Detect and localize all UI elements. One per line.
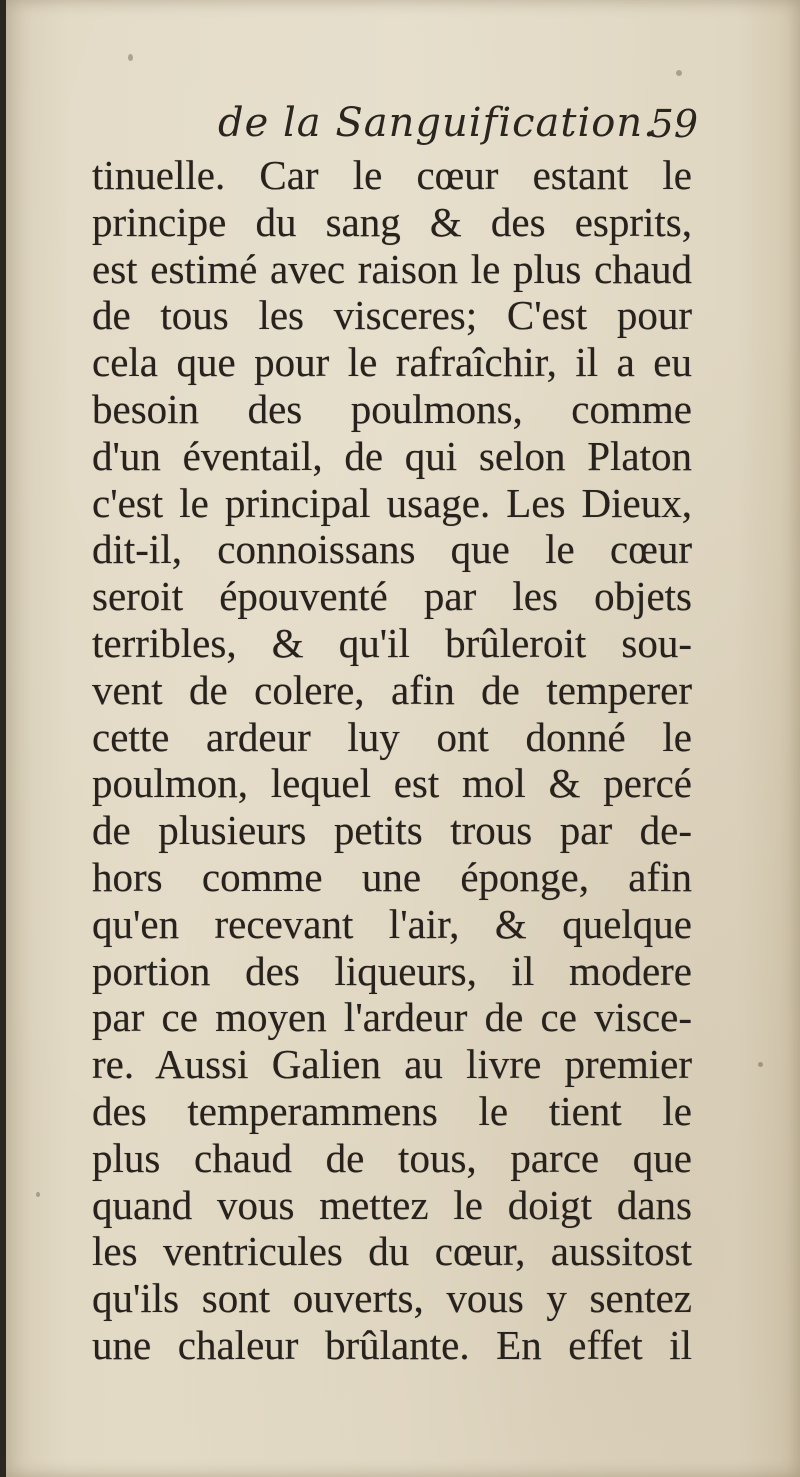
ink-speck [128,54,133,61]
text-line: de tous les visceres; C'est pour [92,292,692,339]
text-line: cela que pour le rafraîchir, il a eu [92,339,692,386]
text-line: par ce moyen l'ardeur de ce visce- [92,994,692,1041]
text-line: de plusieurs petits trous par de- [92,807,692,854]
text-line: quand vous mettez le doigt dans [92,1181,692,1228]
text-line: terribles, & qu'il brûleroit sou- [92,619,692,666]
text-line: principe du sang & des esprits, [92,198,692,245]
text-line: seroit épouventé par les objets [92,573,692,620]
book-page [6,0,800,1477]
text-line: poulmon, lequel est mol & percé [92,760,692,807]
text-line: qu'en recevant l'air, & quelque [92,900,692,947]
running-title: de la Sanguification. [218,100,657,146]
text-line: vent de colere, afin de temperer [92,666,692,713]
text-line: plus chaud de tous, parce que [92,1134,692,1181]
text-line: c'est le principal usage. Les Dieux, [92,479,692,526]
text-line: qu'ils sont ouverts, vous y sentez [92,1275,692,1322]
text-line: portion des liqueurs, il modere [92,947,692,994]
text-line: cette ardeur luy ont donné le [92,713,692,760]
ink-speck [758,1062,763,1067]
text-line: re. Aussi Galien au livre premier [92,1041,692,1088]
text-line: est estimé avec raison le plus chaud [92,245,692,292]
text-line: les ventricules du cœur, aussitost [92,1228,692,1275]
page-number: 59 [649,102,698,146]
text-line: d'un éventail, de qui selon Platon [92,432,692,479]
text-line: une chaleur brûlante. En effet il [92,1321,692,1368]
ink-speck [676,70,682,76]
ink-speck [36,1192,40,1197]
text-line: des temperammens le tient le [92,1087,692,1134]
text-line: dit-il, connoissans que le cœur [92,526,692,573]
body-text [92,152,692,1369]
page-header [218,100,698,152]
text-line: besoin des poulmons, comme [92,385,692,432]
text-line: hors comme une éponge, afin [92,853,692,900]
text-line: tinuelle. Car le cœur estant le [92,152,692,198]
